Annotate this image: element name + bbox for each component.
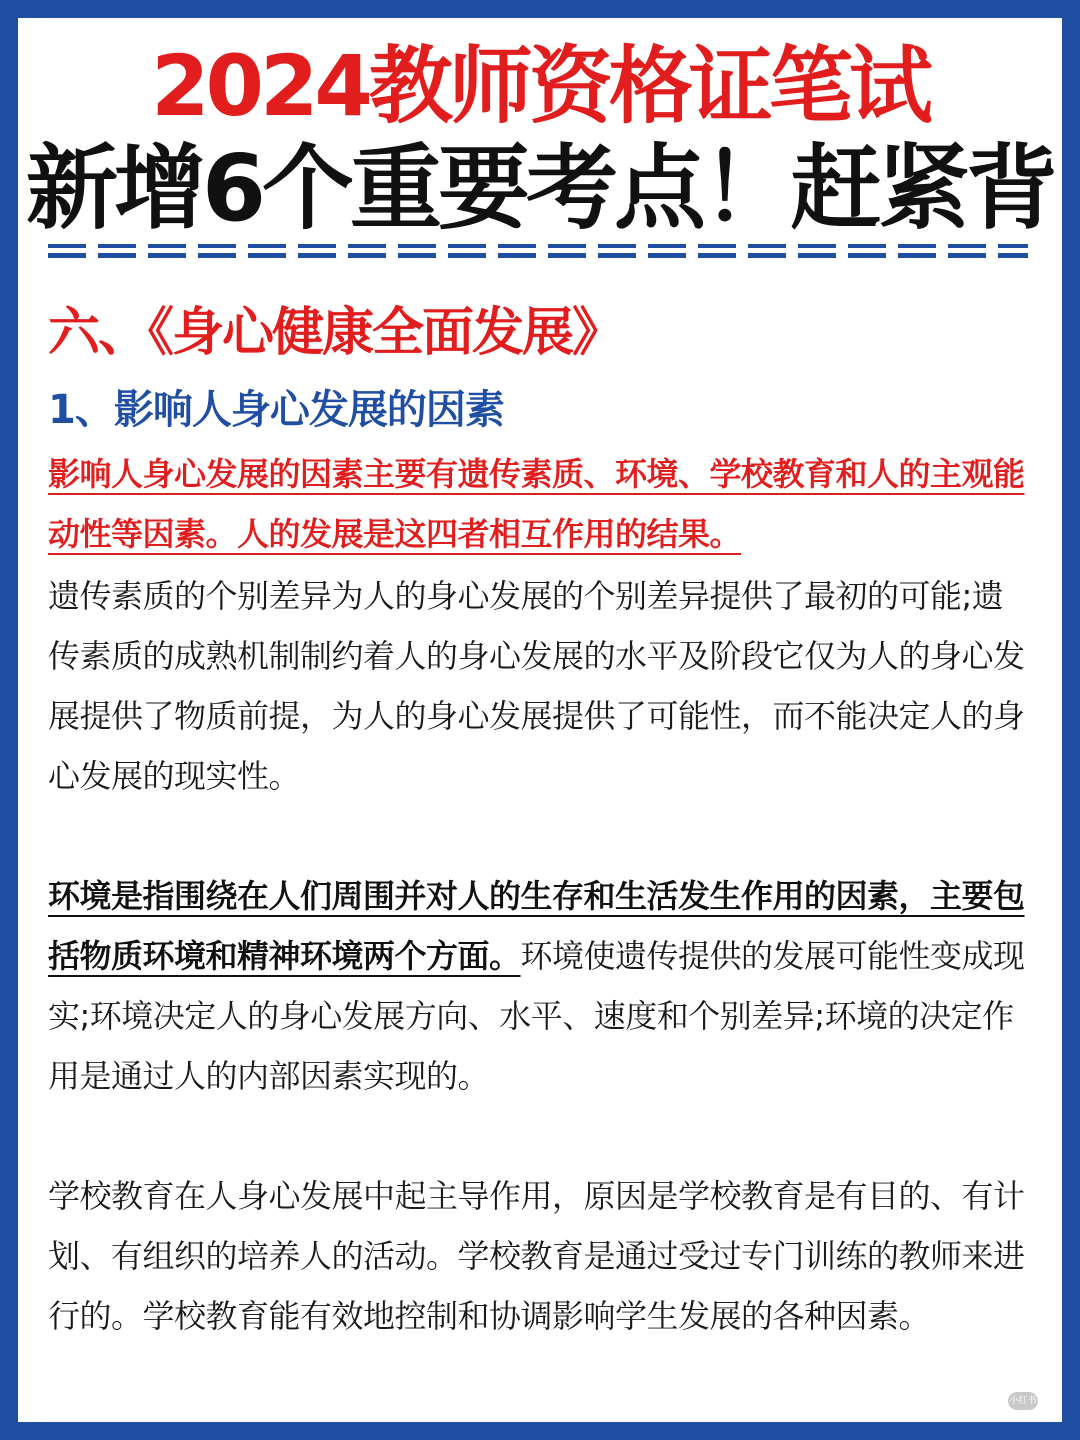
watermark-badge: 小红书 [1008, 1392, 1038, 1410]
paragraph-school-education: 学校教育在人身心发展中起主导作用，原因是学校教育是有目的、有计划、有组织的培养人的活动。学校教育是通过受过专门训练的教师来进行的。学校教育能有效地控制和协调影响学生发展的各种因素。 [48, 1177, 1025, 1335]
environment-details: 环境使遗传提供的发展可能性变成现实;环境决定人的身心发展方向、水平、速度和个别差异;环境的决定作用是通过人的内部因素实现的。 [48, 937, 1025, 1095]
dashed-divider [48, 244, 1028, 258]
intro-text: 影响人身心发展的因素主要有遗传素质、环境、学校教育和人的主观能动性等因素。人的发展是这四者相互作用的结果。 [48, 455, 1025, 553]
section-heading: 六、《身心健康全面发展》 [48, 303, 623, 363]
paragraph-heredity: 遗传素质的个别差异为人的身心发展的个别差异提供了最初的可能;遗传素质的成熟机制制约着人的身心发展的水平及阶段它仅为人的身心发展提供了物质前提，为人的身心发展提供了可能性，而不能决定人的身心发展的现实性。 [48, 577, 1025, 795]
page-title: 2024教师资格证笔试 [151, 37, 929, 135]
intro-paragraph [48, 444, 1028, 564]
paragraph-environment [48, 866, 1028, 1106]
page-subtitle: 新增6个重要考点！赶紧背 [25, 135, 1054, 242]
subsection-heading: 1、影响人身心发展的因素 [48, 387, 504, 433]
environment-definition: 环境是指围绕在人们周围并对人的生存和生活发生作用的因素，主要包括物质环境和精神环境两个方面。 [48, 877, 1025, 975]
